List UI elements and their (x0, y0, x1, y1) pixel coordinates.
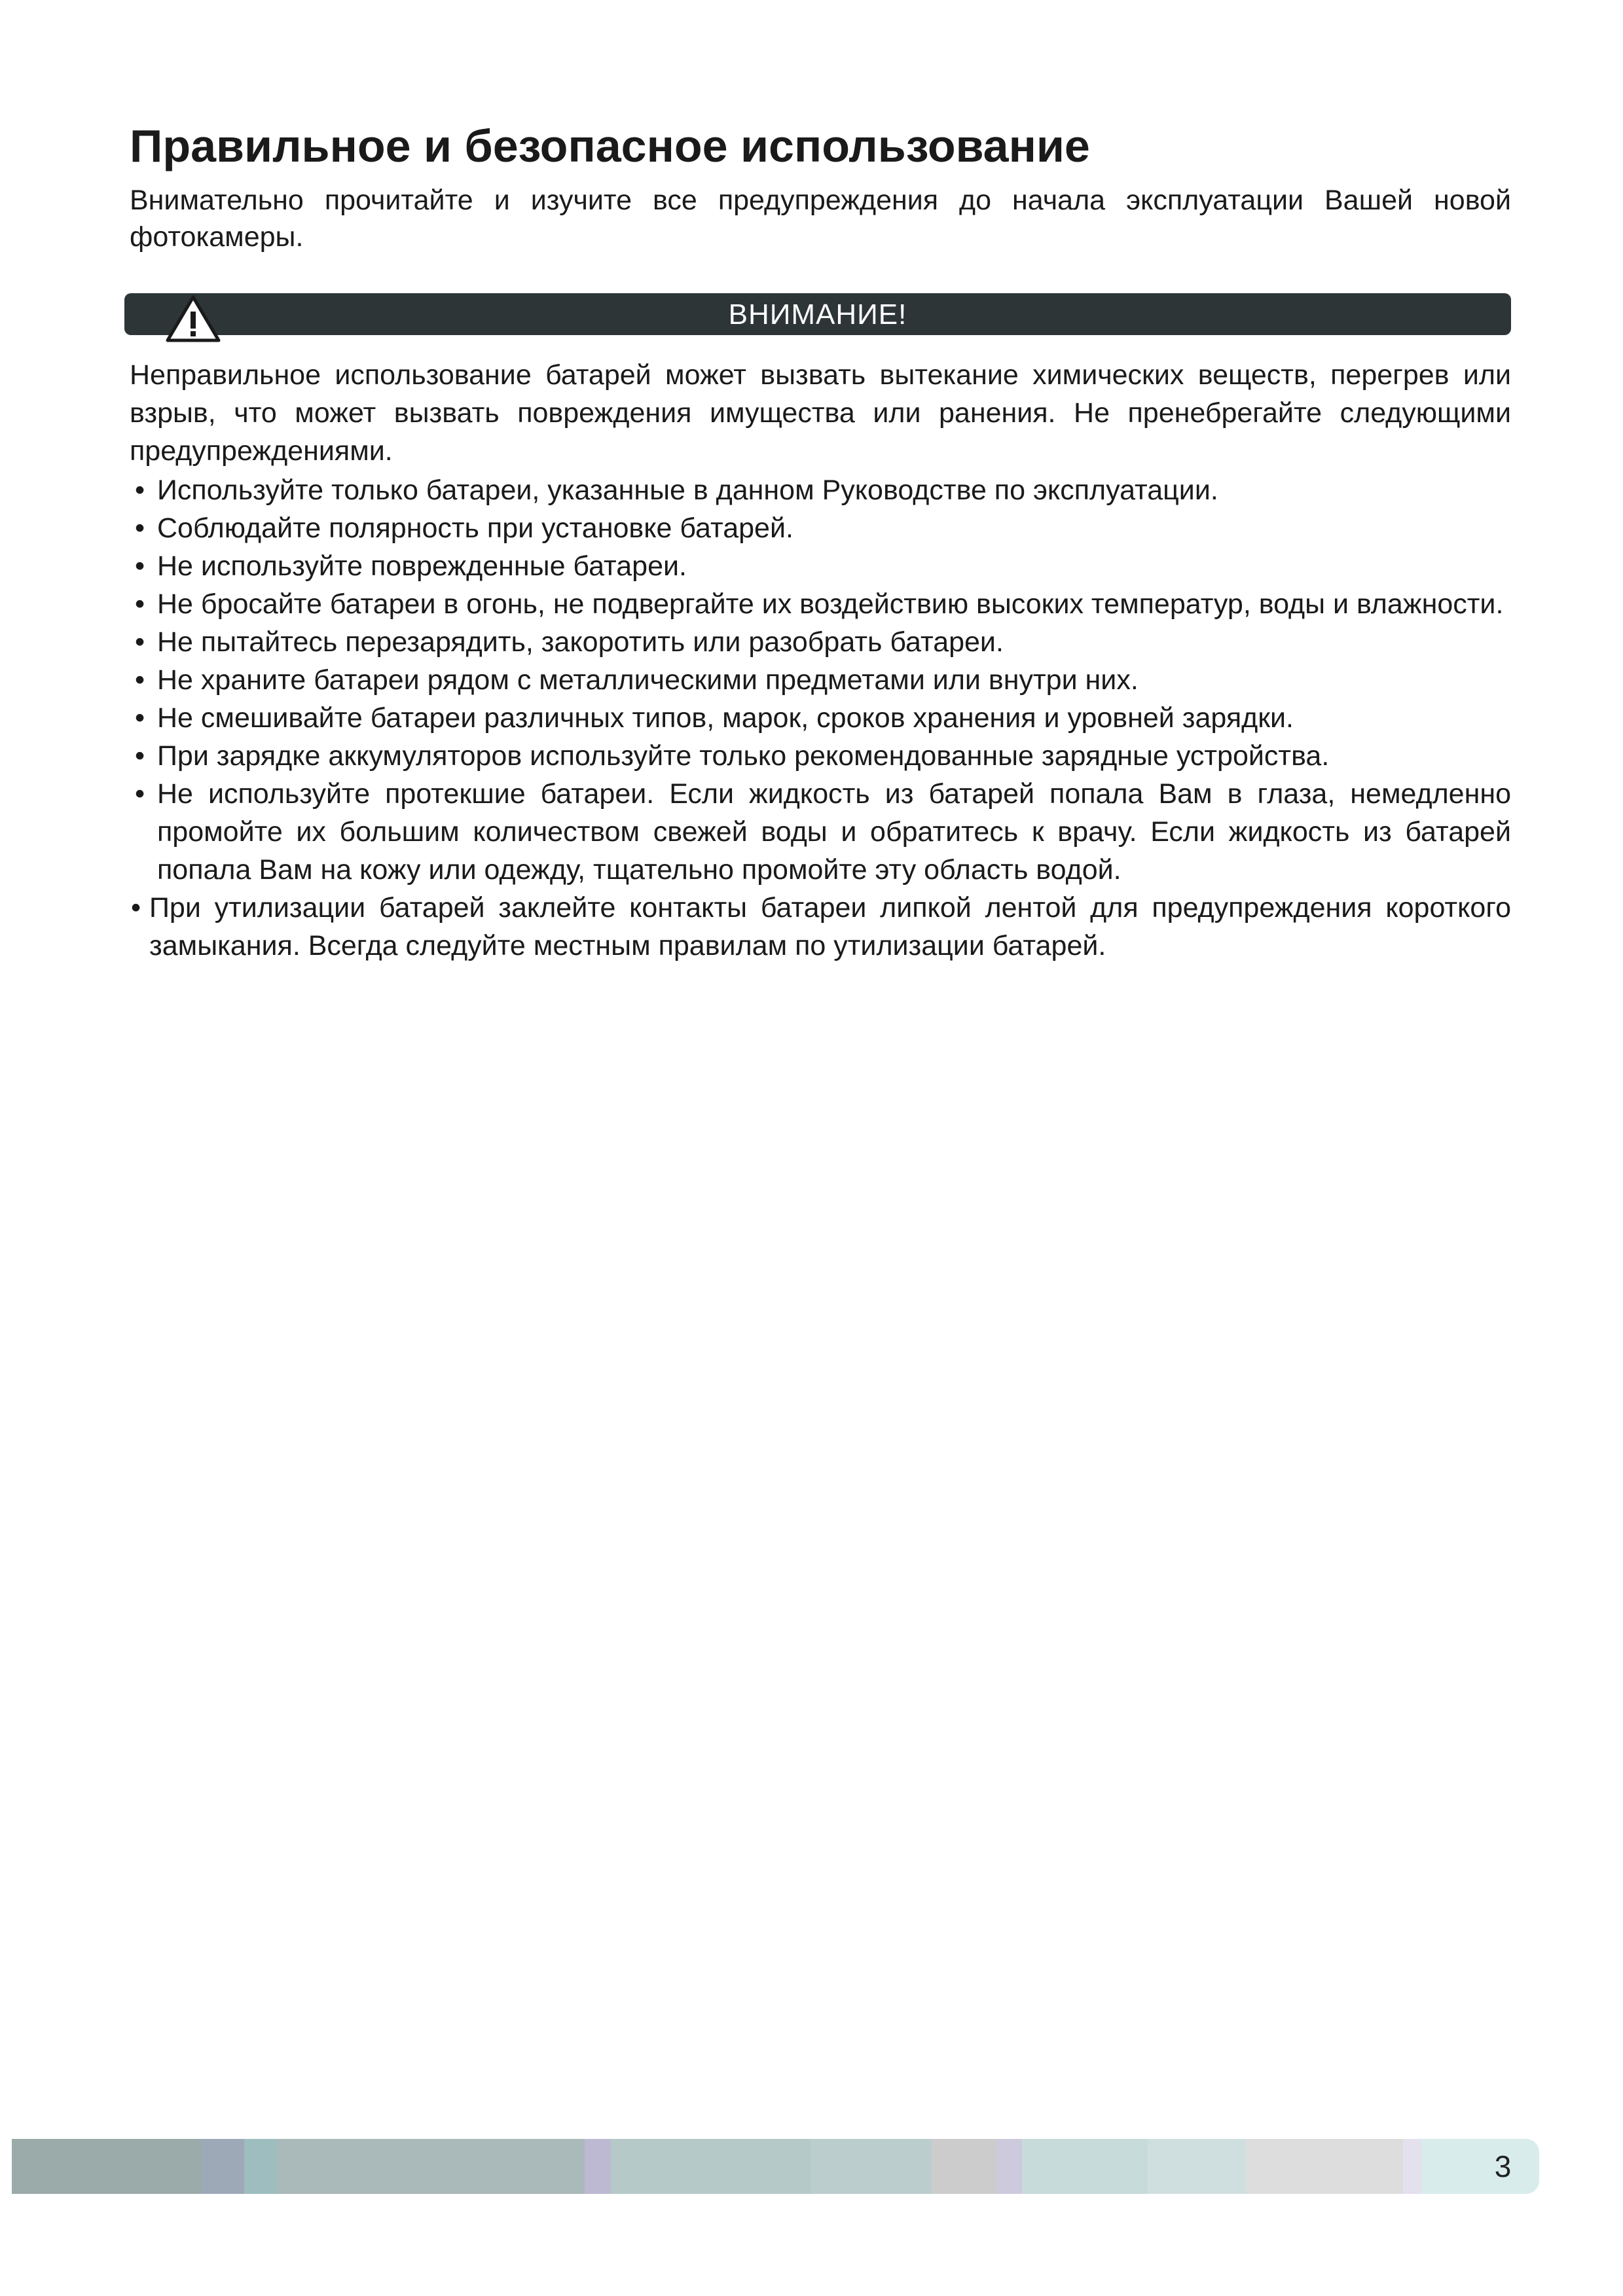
intro-paragraph: Внимательно прочитайте и изучите все предупреждения до начала эксплуатации Вашей новой фотокамеры. (130, 185, 1511, 253)
footer-stripe-segment (1246, 2139, 1403, 2194)
footer-stripe-segment (244, 2139, 277, 2194)
list-item: • Соблюдайте полярность при установке батарей. (130, 509, 1511, 547)
warning-label: ВНИМАНИЕ! (728, 298, 907, 331)
footer-stripe-segment (1148, 2139, 1246, 2194)
page-number: 3 (1494, 2149, 1512, 2183)
page-title: Правильное и безопасное использование (130, 120, 1090, 171)
footer-stripe-segment (932, 2139, 997, 2194)
footer-stripe-segment (585, 2139, 611, 2194)
footer-stripe-segment (811, 2139, 932, 2194)
list-item: • При утилизации батарей заклейте контакты батареи липкой лентой для предупреждения короткого замыкания. Всегда следуйте местным правилам по утилизации батарей. (130, 889, 1511, 965)
list-item: • Не пытайтесь перезарядить, закоротить или разобрать батареи. (130, 623, 1511, 661)
footer-stripe-segment (12, 2139, 202, 2194)
list-item: • При зарядке аккумуляторов используйте только рекомендованные зарядные устройства. (130, 737, 1511, 775)
list-item: • Не храните батареи рядом с металлическими предметами или внутри них. (130, 661, 1511, 699)
list-item: • Не используйте поврежденные батареи. (130, 547, 1511, 585)
footer-stripe-segment (277, 2139, 585, 2194)
footer-stripe-segment (1022, 2139, 1148, 2194)
warning-banner (124, 293, 1511, 335)
warning-bullet-list (130, 471, 1511, 965)
footer-color-stripe (12, 2139, 1539, 2194)
list-item: • Не используйте протекшие батареи. Если жидкость из батарей попала Вам в глаза, немедленно промойте их большим количеством свежей воды и обратитесь к врачу. Если жидкость из батарей попала Вам на кожу или одежду, тщательно промойте эту область водой. (130, 775, 1511, 889)
footer-stripe-segment (202, 2139, 244, 2194)
footer-stripe-segment (1403, 2139, 1421, 2194)
warning-lead-paragraph: Неправильное использование батарей может вызвать вытекание химических веществ, перегрев или взрыв, что может вызвать повреждения имущества или ранения. Не пренебрегайте следующими предупреждениями. (130, 359, 1511, 467)
list-item: • Не смешивайте батареи различных типов, марок, сроков хранения и уровней зарядки. (130, 699, 1511, 737)
list-item: • Используйте только батареи, указанные в данном Руководстве по эксплуатации. (130, 471, 1511, 509)
footer-stripe-segment (611, 2139, 811, 2194)
list-item: • Не бросайте батареи в огонь, не подвергайте их воздействию высоких температур, воды и влажности. (130, 585, 1511, 623)
footer-stripe-segment (997, 2139, 1022, 2194)
